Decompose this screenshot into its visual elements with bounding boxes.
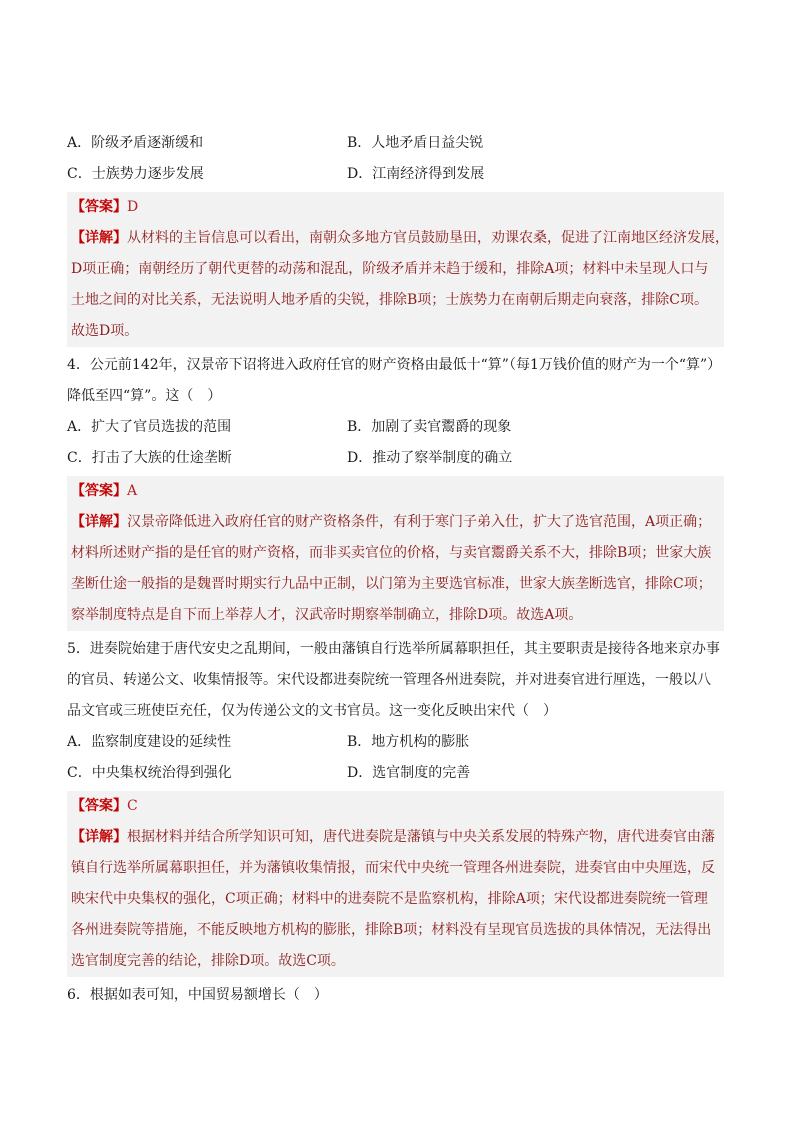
answer-value: D [127, 199, 139, 215]
q5-option-b: B．地方机构的膨胀 [347, 734, 470, 750]
q5-explanation [67, 822, 724, 977]
q4-options [67, 412, 724, 474]
q6-stem: 6．根据如表可知，中国贸易额增长（ ） [67, 987, 328, 1003]
question-line: 的官员、转递公文、收集情报等。宋代设都进奏院统一管理各州进奏院，并对进奏官进行厘选，一般以八 [67, 672, 711, 688]
q3-options [67, 128, 724, 190]
q3-option-c: C．士族势力逐步发展 [67, 166, 204, 182]
q4-option-a: A．扩大了官员选拔的范围 [67, 419, 232, 435]
answer-tag: 【答案】 [71, 483, 127, 499]
explanation-line: D项正确；南朝经历了朝代更替的动荡和混乱，阶级矛盾并未趋于缓和，排除A项；材料中未呈现人口与 [71, 261, 709, 277]
document-page [67, 128, 729, 1011]
q4-option-d: D．推动了察举制度的确立 [347, 450, 513, 466]
question-line: 降低至四“算”。这（ ） [67, 388, 222, 404]
q5-option-a: A．监察制度建设的延续性 [67, 734, 232, 750]
question-line: 4．公元前142年，汉景帝下诏将进入政府任官的财产资格由最低十“算”（每1万钱价值的财产为一个“算”） [67, 357, 722, 373]
question-line: 5．进奏院始建于唐代安史之乱期间，一般由藩镇自行选举所属幕职担任，其主要职责是接待各地来京办事 [67, 641, 720, 657]
q3-explanation [67, 223, 729, 347]
answer-value: C [127, 798, 138, 814]
q4-option-b: B．加剧了卖官鬻爵的现象 [347, 419, 512, 435]
q4-answer [67, 476, 724, 507]
explanation-line: 各州进奏院等措施，不能反映地方机构的膨胀，排除B项；材料没有呈现官员选拔的具体情况，无法得出 [71, 922, 712, 938]
answer-tag: 【答案】 [71, 798, 127, 814]
q5-options [67, 727, 724, 789]
answer-value: A [127, 483, 138, 499]
explanation-line: 垄断仕途一般指的是魏晋时期实行九品中正制，以门第为主要选官标准，世家大族垄断选官，排除C项； [71, 576, 712, 592]
explanation-line: 【详解】从材料的主旨信息可以看出，南朝众多地方官员鼓励垦田，劝课农桑，促进了江南地区经济发展， [71, 230, 729, 246]
q3-option-b: B．人地矛盾日益尖锐 [347, 135, 484, 151]
detail-tag: 【详解】 [71, 230, 127, 246]
q5-option-d: D．选官制度的完善 [347, 765, 471, 781]
explanation-line: 【详解】根据材料并结合所学知识可知，唐代进奏院是藩镇与中央关系发展的特殊产物，唐代进奏官由藩 [71, 829, 715, 845]
explanation-line: 故选D项。 [71, 323, 139, 339]
q5-option-c: C．中央集权统治得到强化 [67, 765, 232, 781]
explanation-line: 察举制度特点是自下而上举荐人才，汉武帝时期察举制确立，排除D项。故选A项。 [71, 607, 583, 623]
explanation-line: 土地之间的对比关系，无法说明人地矛盾的尖锐，排除B项；士族势力在南朝后期走向衰落，排除C项。 [71, 292, 708, 308]
q4-explanation [67, 507, 724, 631]
q3-answer [67, 192, 724, 223]
q4-option-c: C．打击了大族的仕途垄断 [67, 450, 232, 466]
q3-option-d: D．江南经济得到发展 [347, 166, 485, 182]
q4-stem [67, 350, 724, 412]
question-line: 品文官或三班使臣充任，仅为传递公文的文书官员。这一变化反映出宋代（ ） [67, 703, 557, 719]
q5-stem [67, 634, 724, 727]
explanation-line: 选官制度完善的结论，排除D项。故选C项。 [71, 953, 345, 969]
detail-tag: 【详解】 [71, 514, 127, 530]
explanation-line: 【详解】汉景帝降低进入政府任官的财产资格条件，有利于寒门子弟入仕，扩大了选官范围，A项正确； [71, 514, 712, 530]
explanation-line: 材料所述财产指的是任官的财产资格，而非买卖官位的价格，与卖官鬻爵关系不大，排除B项；世家大族 [71, 545, 712, 561]
answer-tag: 【答案】 [71, 199, 127, 215]
explanation-line: 映宋代中央集权的强化，C项正确；材料中的进奏院不是监察机构，排除A项；宋代设都进奏院统一管理 [71, 891, 708, 907]
explanation-line: 镇自行选举所属幕职担任，并为藩镇收集情报，而宋代中央统一管理各州进奏院，进奏官由中央厘选，反 [71, 860, 715, 876]
q5-answer [67, 791, 724, 822]
detail-tag: 【详解】 [71, 829, 127, 845]
q3-option-a: A．阶级矛盾逐渐缓和 [67, 135, 204, 151]
